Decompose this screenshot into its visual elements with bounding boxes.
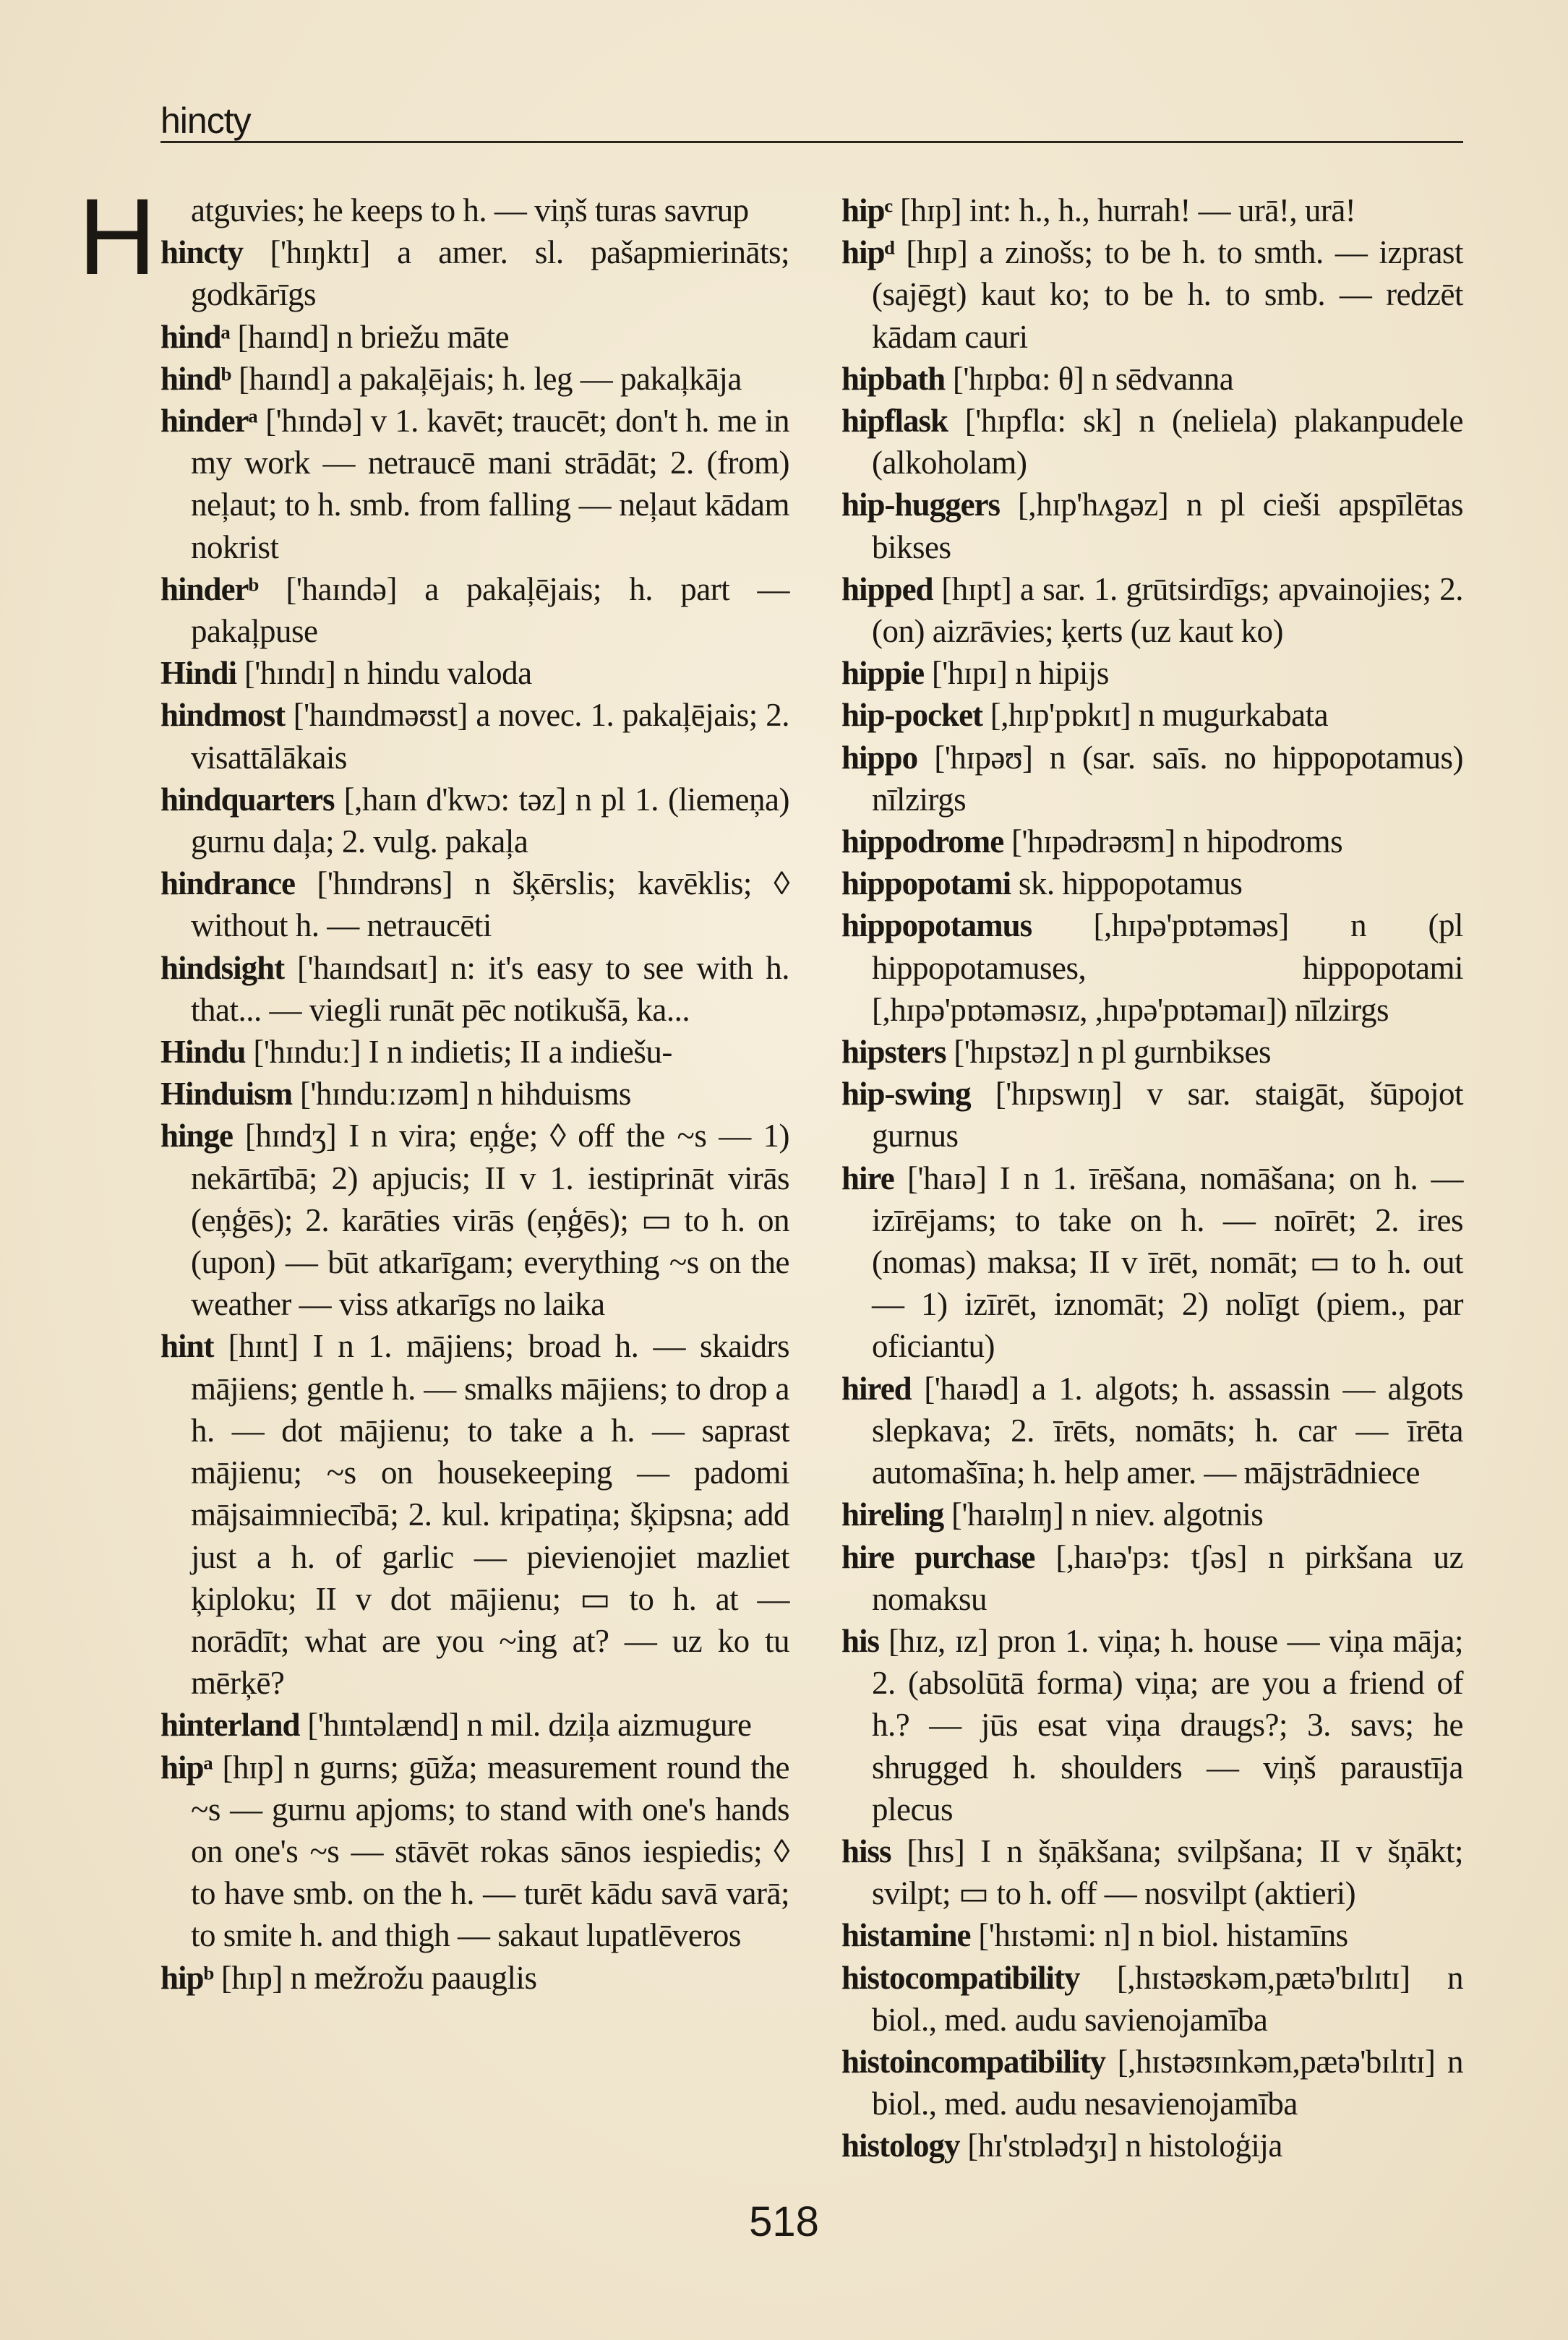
entry-definition: atguvies; he keeps to h. — viņš turas savrup xyxy=(191,192,749,228)
dictionary-entry xyxy=(841,904,1463,1031)
dictionary-entry xyxy=(841,1031,1463,1073)
dictionary-entry xyxy=(841,1493,1463,1535)
entry-definition: [haɪnd] n briežu māte xyxy=(229,318,510,355)
dictionary-entry xyxy=(160,316,789,358)
entry-definition: [,haɪə'pɜ: tʃəs] n pirkšana uz nomaksu xyxy=(872,1538,1463,1617)
dictionary-entry xyxy=(841,358,1463,400)
section-letter: H xyxy=(78,176,157,297)
entry-definition: ['hɪpɪ] n hipijs xyxy=(924,655,1109,692)
dictionary-entry xyxy=(160,1747,789,1957)
entry-definition: ['hɪpədrəʊm] n hipodroms xyxy=(1003,823,1343,860)
entry-definition: [hɪndʒ] I n vira; eņģe; ◊ off the ~s — 1) nekārtībā; 2) apjucis; II v 1. iestiprināt virās (eņģēs); 2. karāties virās (eņģēs); ▭ to h. on (upon) — būt atkarīgam; everything ~s on the weather — viss atkarīgs no laika xyxy=(191,1118,789,1323)
dictionary-entry xyxy=(841,1620,1463,1830)
entry-headword: hinderᵇ xyxy=(160,570,259,607)
entry-definition: ['hɪntəlænd] n mil. dziļa aizmugure xyxy=(299,1707,752,1744)
entry-definition: ['haɪəlɪŋ] n niev. algotnis xyxy=(943,1496,1264,1533)
header-rule xyxy=(160,141,1463,143)
entry-headword: hired xyxy=(841,1370,912,1407)
entry-definition: sk. hippopotamus xyxy=(1011,865,1243,902)
entry-definition: ['haɪndməʊst] a novec. 1. pakaļējais; 2. visattālākais xyxy=(191,697,789,776)
dictionary-entry xyxy=(160,231,789,315)
dictionary-entry xyxy=(841,820,1463,862)
entry-headword: hip-pocket xyxy=(841,697,983,734)
entry-headword: hippodrome xyxy=(841,823,1004,860)
dictionary-entry xyxy=(160,1073,789,1115)
entry-headword: hire xyxy=(841,1160,894,1196)
entry-definition: ['haɪə] I n 1. īrēšana, nomāšana; on h. — izīrējams; to take on h. — noīrēt; 2. ires (nomas) maksa; II v īrēt, nomāt; ▭ to h. out — 1) izīrēt, iznomāt; 2) nolīgt (piem., par oficiantu) xyxy=(872,1160,1463,1365)
dictionary-entry xyxy=(160,779,789,862)
entry-definition: ['hɪnduːɪzəm] n hihduisms xyxy=(292,1076,631,1113)
entry-definition: [,haɪn d'kwɔ: təz] n pl 1. (liemeņa) gurnu daļa; 2. vulg. pakaļa xyxy=(191,781,789,860)
entry-definition: [,hɪpə'pɒtəməs] n (pl hippopotamuses, hippopotami [,hɪpə'pɒtəməsɪz, ,hɪpə'pɒtəmaɪ]) nīlzirgs xyxy=(872,907,1463,1028)
dictionary-entry xyxy=(160,358,789,400)
dictionary-entry xyxy=(160,947,789,1031)
entry-definition: [,hɪp'hʌgəz] n pl cieši apspīlētas bikses xyxy=(872,487,1463,565)
entry-definition: [,hɪstəʊkəm,pætə'bɪlɪtɪ] n biol., med. audu savienojamība xyxy=(872,1959,1463,2038)
dictionary-entry xyxy=(160,189,789,231)
entry-definition: ['hɪstəmi: n] n biol. histamīns xyxy=(970,1917,1348,1954)
dictionary-entry xyxy=(160,1031,789,1073)
dictionary-entry xyxy=(841,231,1463,358)
entry-headword: histocompatibility xyxy=(841,1959,1080,1996)
entry-headword: hint xyxy=(160,1328,214,1365)
dictionary-entry xyxy=(160,1704,789,1746)
entry-headword: hipflask xyxy=(841,403,948,440)
entry-definition: [hɪnt] I n 1. mājiens; broad h. — skaidrs mājiens; gentle h. — smalks mājiens; to drop a h. — dot mājienu; to take a h. — saprast mājienu; ~s on housekeeping — padomi mājsaimniecībā; 2. kul. kripatiņa; šķipsna; add just a h. of garlic — pievienojiet mazliet ķiploku; II v dot mājienu; ▭ to h. at — norādīt; what are you ~ing at? — uz ko tu mērķē? xyxy=(191,1328,789,1702)
running-head: hincty xyxy=(160,100,251,141)
entry-definition: ['hɪndə] v 1. kavēt; traucēt; don't h. me in my work — netraucē mani strādāt; 2. (from) neļaut; to h. smb. from falling — neļaut kādam nokrist xyxy=(191,403,789,565)
entry-headword: hinderᵃ xyxy=(160,403,257,440)
dictionary-entry xyxy=(160,862,789,946)
dictionary-entry xyxy=(841,737,1463,820)
entry-definition: [,hɪp'pɒkɪt] n mugurkabata xyxy=(982,697,1329,734)
page-number: 518 xyxy=(749,2198,819,2245)
dictionary-entry xyxy=(160,400,789,568)
entry-definition: [hɪz, ɪz] pron 1. viņa; h. house — viņa māja; 2. (absolūtā forma) viņa; are you a friend of h.? — jūs esat viņa draugs?; 3. savs; he shrugged h. shoulders — viņš paraustīja plecus xyxy=(872,1622,1463,1827)
entry-headword: Hinduism xyxy=(160,1076,293,1113)
dictionary-entry xyxy=(841,1536,1463,1620)
entry-definition: [hɪp] n gurns; gūža; measurement round the ~s — gurnu apjoms; to stand with one's hands on one's ~s — stāvēt rokas sānos iespiedis; ◊ to have smb. on the h. — turēt kādu savā varā; to smite h. and thigh — sakaut lupatlēveros xyxy=(191,1749,789,1954)
dictionary-entry xyxy=(841,189,1463,231)
entry-headword: hindᵇ xyxy=(160,360,231,397)
dictionary-entry xyxy=(841,2125,1463,2167)
right-column xyxy=(841,189,1463,2167)
entry-definition: ['haɪndsaɪt] n: it's easy to see with h. that... — viegli runāt pēc notikušā, ka... xyxy=(191,949,789,1028)
dictionary-entry xyxy=(841,694,1463,736)
entry-headword: hinge xyxy=(160,1118,234,1154)
entry-definition: ['hɪpswɪŋ] v sar. staigāt, šūpojot gurnus xyxy=(872,1076,1463,1154)
entry-definition: [hɪpt] a sar. 1. grūtsirdīgs; apvainojies; 2. (on) aizrāvies; ķerts (uz kaut ko) xyxy=(872,570,1463,650)
entry-headword: hindᵃ xyxy=(160,318,230,355)
entry-headword: hip-huggers xyxy=(841,487,1001,523)
entry-definition: ['hɪndrəns] n šķērslis; kavēklis; ◊ without h. — netraucēti xyxy=(191,865,789,944)
entry-definition: [hɪp] a zinošs; to be h. to smth. — izprast (sajēgt) kaut ko; to be h. to smb. — redzēt kādam cauri xyxy=(872,234,1463,355)
dictionary-entry xyxy=(841,1830,1463,1914)
dictionary-entry xyxy=(160,694,789,778)
entry-headword: Hindi xyxy=(160,655,237,692)
entry-headword: hippopotamus xyxy=(841,907,1032,944)
entry-definition: ['hɪndɪ] n hindu valoda xyxy=(236,655,532,692)
dictionary-entry xyxy=(841,1914,1463,1956)
dictionary-entry xyxy=(160,652,789,694)
entry-headword: hippopotami xyxy=(841,865,1011,902)
entry-headword: Hindu xyxy=(160,1034,246,1071)
dictionary-entry xyxy=(841,400,1463,484)
entry-definition: ['hɪpəʊ] n (sar. saīs. no hippopotamus) nīlzirgs xyxy=(872,739,1463,818)
dictionary-entry xyxy=(841,1368,1463,1494)
entry-definition: [hɪp] int: h., h., hurrah! — urā!, urā! xyxy=(892,192,1356,228)
entry-headword: hippie xyxy=(841,655,925,692)
entry-headword: hiss xyxy=(841,1833,891,1869)
entry-headword: hincty xyxy=(160,234,244,271)
dictionary-entry xyxy=(841,568,1463,652)
entry-headword: hipᵇ xyxy=(160,1959,214,1996)
entry-definition: ['hɪpstəz] n pl gurnbikses xyxy=(946,1034,1272,1071)
entry-headword: hindmost xyxy=(160,697,286,734)
entry-definition: [hɪ'stɒlədʒɪ] n histoloģija xyxy=(959,2127,1282,2164)
entry-definition: ['haɪəd] a 1. algots; h. assassin — algots slepkava; 2. īrēts, nomāts; h. car — īrēta automašīna; h. help amer. — mājstrādniece xyxy=(872,1370,1463,1491)
entry-headword: hindsight xyxy=(160,949,285,986)
entry-definition: [haɪnd] a pakaļējais; h. leg — pakaļkāja xyxy=(231,360,742,397)
dictionary-entry xyxy=(841,1073,1463,1157)
entry-headword: his xyxy=(841,1622,880,1659)
entry-definition: [,hɪstəʊɪnkəm,pætə'bɪlɪtɪ] n biol., med. audu nesavienojamība xyxy=(872,2043,1463,2122)
dictionary-entry xyxy=(160,568,789,652)
dictionary-entry xyxy=(841,1957,1463,2041)
entry-headword: hireling xyxy=(841,1496,944,1533)
dictionary-entry xyxy=(160,1115,789,1325)
entry-definition: [hɪs] I n šņākšana; svilpšana; II v šņākt; svilpt; ▭ to h. off — nosvilpt (aktieri) xyxy=(872,1833,1463,1912)
entry-headword: hipbath xyxy=(841,360,946,397)
entry-headword: histoincompatibility xyxy=(841,2043,1106,2080)
dictionary-entry xyxy=(841,2041,1463,2125)
dictionary-entry xyxy=(160,1957,789,1999)
entry-headword: hipped xyxy=(841,570,933,607)
entry-headword: hire purchase xyxy=(841,1538,1035,1575)
dictionary-entry xyxy=(160,1325,789,1704)
entry-definition: ['hɪpbɑ: θ] n sēdvanna xyxy=(945,360,1234,397)
dictionary-entry xyxy=(841,862,1463,904)
dictionary-entry xyxy=(841,1157,1463,1368)
entry-headword: histamine xyxy=(841,1917,971,1954)
dictionary-entry xyxy=(841,484,1463,567)
entry-headword: hipsters xyxy=(841,1034,946,1071)
entry-definition: [hɪp] n mežrožu paauglis xyxy=(213,1959,537,1996)
entry-headword: hipᶜ xyxy=(841,192,893,228)
left-column xyxy=(160,189,789,1999)
entry-definition: ['hɪŋktɪ] a amer. sl. pašapmierināts; godkārīgs xyxy=(191,234,789,313)
dictionary-entry xyxy=(841,652,1463,694)
entry-headword: histology xyxy=(841,2127,960,2164)
entry-headword: hindquarters xyxy=(160,781,335,818)
entry-headword: hinterland xyxy=(160,1707,300,1744)
entry-headword: hipᵃ xyxy=(160,1749,213,1786)
entry-headword: hippo xyxy=(841,739,918,776)
entry-definition: ['haɪndə] a pakaļējais; h. part — pakaļpuse xyxy=(191,570,789,650)
entry-definition: ['hɪpflɑ: sk] n (neliela) plakanpudele (alkoholam) xyxy=(872,403,1463,481)
entry-headword: hipᵈ xyxy=(841,234,895,271)
entry-headword: hindrance xyxy=(160,865,296,902)
entry-definition: ['hɪnduː] I n indietis; II a indiešu- xyxy=(245,1034,672,1071)
entry-headword: hip-swing xyxy=(841,1076,971,1113)
